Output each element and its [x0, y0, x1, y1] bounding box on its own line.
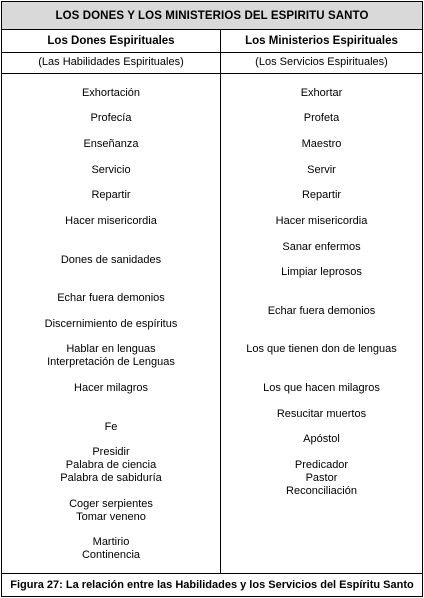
right-column-subheader: (Los Servicios Espirituales) [255, 56, 388, 68]
list-item: Apóstol [303, 433, 340, 445]
list-item: Palabra de sabiduría [60, 472, 162, 484]
list-item: Hablar en lenguas [66, 343, 156, 355]
left-column-subheader: (Las Habilidades Espirituales) [38, 56, 184, 68]
list-item: Echar fuera demonios [57, 292, 165, 304]
list-item: Profeta [303, 112, 340, 124]
list-item: Hacer misericordia [275, 215, 368, 227]
right-column [221, 30, 422, 573]
list-item: Interpretación de Lenguas [47, 356, 175, 368]
list-item: Resucitar muertos [276, 408, 367, 420]
list-item: Presidir [92, 446, 130, 458]
list-item: Sanar enfermos [282, 241, 361, 253]
list-item: Predicador [294, 459, 349, 471]
list-item: Maestro [301, 138, 342, 150]
list-item: Pastor [305, 472, 338, 484]
comparison-table [1, 30, 423, 574]
list-item: Palabra de ciencia [65, 459, 157, 471]
list-item: Hacer misericordia [65, 215, 157, 227]
right-column-header: Los Ministerios Espirituales [245, 35, 398, 47]
list-item: Dones de sanidades [60, 254, 162, 266]
list-item: Repartir [91, 189, 131, 201]
list-item: Enseñanza [83, 138, 139, 150]
list-item: Coger serpientes [69, 498, 153, 510]
list-item: Fe [104, 421, 118, 433]
list-item: Profecía [90, 112, 132, 124]
list-item: Repartir [301, 189, 342, 201]
table-title: LOS DONES Y LOS MINISTERIOS DEL ESPIRITU SANTO [1, 1, 423, 30]
list-item: Hacer milagros [74, 382, 148, 394]
list-item: Los que tienen don de lenguas [246, 343, 397, 355]
list-item: Limpiar leprosos [281, 266, 362, 278]
left-column [2, 30, 220, 573]
list-item: Servicio [91, 164, 131, 176]
list-item: Continencia [81, 549, 141, 561]
list-item: Martirio [92, 536, 130, 548]
list-item: Exhortación [81, 87, 141, 99]
left-column-header: Los Dones Espirituales [47, 35, 175, 47]
list-item: Servir [307, 164, 336, 176]
list-item: Los que hacen milagros [263, 382, 380, 394]
list-item: Tomar veneno [76, 511, 146, 523]
figure-caption: Figura 27: La relación entre las Habilidades y los Servicios del Espíritu Santo [1, 574, 423, 597]
list-item: Exhortar [300, 87, 343, 99]
list-item: Reconciliación [286, 485, 357, 497]
list-item: Echar fuera demonios [267, 305, 376, 317]
list-item: Discernimiento de espíritus [44, 318, 178, 330]
